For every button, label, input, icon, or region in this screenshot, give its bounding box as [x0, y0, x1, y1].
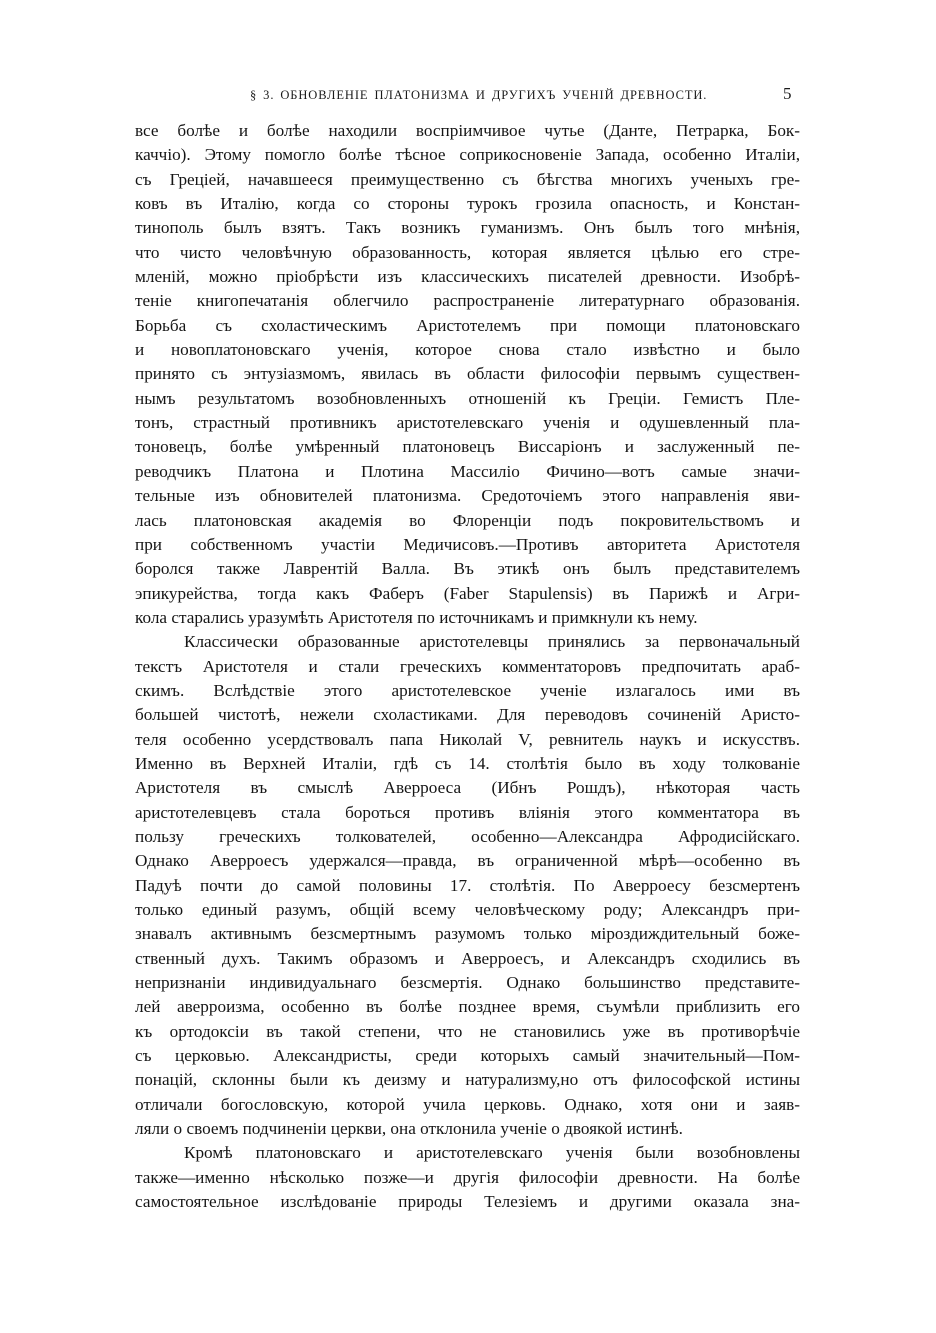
text-line: все болѣе и болѣе находили воспріимчивое чутье (Данте, Петрарка, Бок- [135, 121, 800, 140]
text-line: лей аверроизма, особенно въ болѣе позднее время, съумѣли приблизить его [135, 997, 800, 1017]
text-line: пользу греческихъ толкователей, особенно—Александра Афродисійскаго. [135, 826, 800, 846]
text-line: лась платоновская академія во Флоренціи подъ покровительствомъ и [135, 510, 800, 530]
text-line: знавалъ активнымъ безсмертнымъ разумомъ только міроздиждительный боже- [135, 924, 800, 944]
text-line: что чисто человѣчную образованность, которая является цѣлью его стре- [135, 242, 800, 262]
running-header: § 3. ОБНОВЛЕНІЕ ПЛАТОНИЗМА И ДРУГИХЪ УЧЕНІЙ ДРЕВНОСТИ. [250, 88, 708, 102]
text-line: Борьба съ схоластическимъ Аристотелемъ при помощи платоновскаго [135, 315, 800, 335]
text-line: нымъ результатомъ возобновленныхъ отношеній къ Греціи. Гемистъ Пле- [135, 388, 800, 408]
text-line: Аристотеля въ смыслѣ Аверроеса (Ибнъ Рошдъ), нѣкоторая часть [135, 778, 800, 798]
text-line: при собственномъ участіи Медичисовъ.—Противъ авторитета Аристотеля [135, 534, 800, 554]
text-line: отличали богословскую, которой учила церковь. Однако, хотя они и заяв- [135, 1094, 800, 1114]
text-line: Именно въ Верхней Италіи, гдѣ съ 14. столѣтія было въ ходу толкованіе [135, 753, 800, 773]
body-text [135, 119, 800, 1214]
text-line: аристотелевцевъ стала бороться противъ вліянія этого комментатора въ [135, 802, 800, 822]
text-line: реводчикъ Платона и Плотина Массиліо Фичино—вотъ самые значи- [135, 461, 800, 481]
text-line: Однако Аверроесъ удержался—правда, въ ограниченной мѣрѣ—особенно въ [135, 851, 800, 871]
text-line: съ церковью. Александристы, среди которыхъ самый значительный—Пом- [135, 1046, 800, 1066]
text-line: и новоплатоновскаго ученія, которое снова стало извѣстно и было [135, 340, 800, 360]
text-line: принято съ энтузіазмомъ, явилась въ области философіи первымъ существен- [135, 364, 800, 384]
text-line: только единый разумъ, общій всему человѣческому роду; Александръ при- [135, 900, 800, 919]
text-line: кола старались уразумѣть Аристотеля по источникамъ и примкнули къ нему. [135, 607, 698, 627]
text-line: скимъ. Вслѣдствіе этого аристотелевское ученіе излагалось ими въ [135, 680, 800, 700]
text-line: Классически образованные аристотелевцы принялись за первоначальный [184, 632, 800, 652]
text-line: съ Греціей, начавшееся преимущественно съ бѣгства многихъ ученыхъ гре- [135, 169, 800, 189]
text-line: Падуѣ почти до самой половины 17. столѣтія. По Аверроесу безсмертенъ [135, 875, 800, 895]
text-line: ляли о своемъ подчиненіи церкви, она отклонила ученіе о двоякой истинѣ. [135, 1119, 683, 1139]
text-line: мленій, можно пріобрѣсти изъ классическихъ писателей древности. Изобрѣ- [135, 267, 800, 287]
text-line: ственный духъ. Такимъ образомъ и Аверроесъ, и Александръ сходились въ [135, 948, 800, 968]
text-line: тинополь былъ взятъ. Такъ возникъ гуманизмъ. Онъ былъ того мнѣнія, [135, 218, 800, 238]
text-line: эпикурейства, тогда какъ Фаберъ (Faber Stapulensis) въ Парижѣ и Агри- [135, 583, 800, 603]
text-line: самостоятельное изслѣдованіе природы Телезіемъ и другими оказала зна- [135, 1192, 800, 1212]
text-line: каччіо). Этому помогло болѣе тѣсное соприкосновеніе Запада, особенно Италіи, [135, 145, 800, 165]
text-line: текстъ Аристотеля и стали греческихъ комментаторовъ предпочитать араб- [135, 656, 800, 676]
text-line: теля особенно усердствовалъ папа Николай V, ревнитель наукъ и искусствъ. [135, 729, 800, 749]
text-line: къ ортодоксіи въ такой степени, что не становились уже въ противорѣчіе [135, 1021, 800, 1041]
text-line: боролся также Лаврентій Валла. Въ этикѣ онъ былъ представителемъ [135, 559, 800, 579]
text-line: также—именно нѣсколько позже—и другія философіи древности. На болѣе [135, 1167, 800, 1187]
text-line: тельные изъ обновителей платонизма. Средоточіемъ этого направленія яви- [135, 486, 800, 506]
text-line: тоновецъ, болѣе умѣренный платоновецъ Виссаріонъ и заслуженный пе- [135, 437, 800, 457]
text-line: большей чистотѣ, нежели схоластиками. Для переводовъ сочиненій Аристо- [135, 705, 800, 725]
text-line: тонъ, страстный противникъ аристотелевскаго ученія и одушевленный пла- [135, 413, 800, 433]
text-line: Кромѣ платоновскаго и аристотелевскаго ученія были возобновлены [184, 1143, 800, 1163]
text-line: непризнаніи индивидуальнаго безсмертія. Однако большинство представите- [135, 973, 800, 993]
text-line: ковъ въ Италію, когда со стороны турокъ грозила опасность, и Констан- [135, 194, 800, 214]
page-number: 5 [783, 84, 792, 103]
text-line: теніе книгопечатанія облегчило распространеніе литературнаго образованія. [135, 291, 800, 311]
text-line: понацій, склонны были къ деизму и натурализму,но отъ философской истины [135, 1070, 800, 1090]
